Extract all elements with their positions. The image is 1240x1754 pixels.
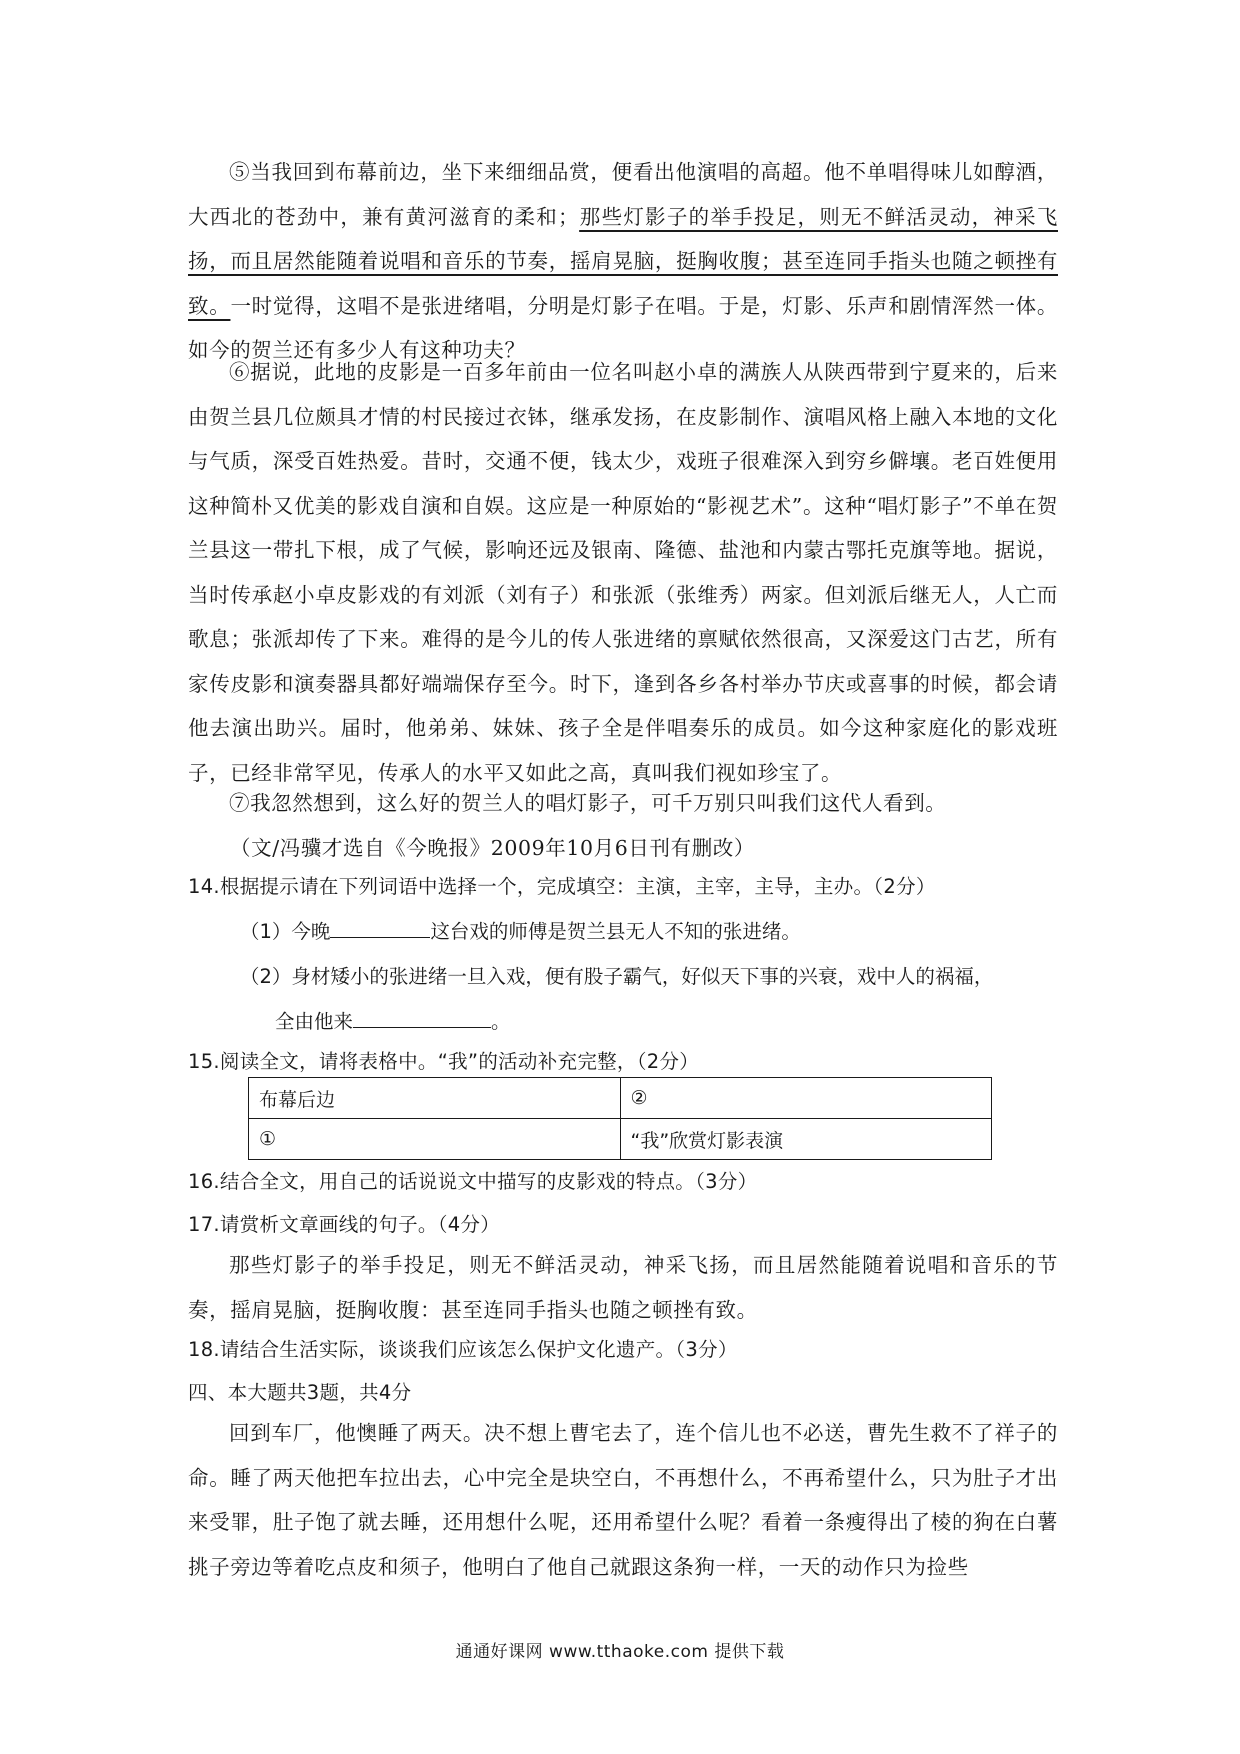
question-18: 18.请结合生活实际，谈谈我们应该怎么保护文化遗产。（3分） bbox=[188, 1338, 738, 1361]
section-4-heading: 四、本大题共3题，共4分 bbox=[188, 1381, 412, 1404]
table-row bbox=[249, 1078, 992, 1119]
underlined-sentence: 那些灯影子的举手投足，则无不鲜活灵动，神采飞扬，而且居然能随着说唱和音乐的节奏，摇肩晃脑，挺胸收腹；甚至连同手指头也随之顿挫有致。 bbox=[188, 204, 1058, 318]
question-14-part-2-cont: 全由他来 。 bbox=[275, 1007, 511, 1037]
paragraph-7: ⑦我忽然想到，这么好的贺兰人的唱灯影子，可千万别只叫我们这代人看到。 bbox=[229, 791, 947, 815]
table-cell: “我”欣赏灯影表演 bbox=[620, 1119, 992, 1160]
table-cell-answer[interactable]: ① bbox=[249, 1119, 621, 1160]
question-16: 16.结合全文，用自己的话说说文中描写的皮影戏的特点。（3分） bbox=[188, 1170, 758, 1193]
paragraph-5 bbox=[188, 150, 1058, 373]
table-row bbox=[249, 1119, 992, 1160]
question-17-quote: 那些灯影子的举手投足，则无不鲜活灵动，神采飞扬，而且居然能随着说唱和音乐的节奏，摇肩晃脑，挺胸收腹：甚至连同手指头也随之顿挫有致。 bbox=[188, 1253, 1058, 1322]
question-15: 15.阅读全文，请将表格中。“我”的活动补充完整，（2分） bbox=[188, 1050, 700, 1073]
question-17: 17.请赏析文章画线的句子。（4分） bbox=[188, 1213, 501, 1236]
activity-table bbox=[248, 1077, 992, 1160]
paragraph-5-end: 一时觉得，这唱不是张进绪唱，分明是灯影子在唱。于是，灯影、乐声和剧情浑然一体。如今的贺兰还有多少人有这种功夫？ bbox=[188, 293, 1058, 362]
table-cell: 布幕后边 bbox=[249, 1078, 621, 1119]
paragraph-5-start: ⑤当我回到布幕前边，坐下来细细品赏，便看出他演唱的高超。他不单唱得味儿如醇酒，大西北的苍劲中，兼有黄河滋育的柔和； bbox=[188, 160, 1058, 229]
table-cell-answer[interactable]: ② bbox=[620, 1078, 992, 1119]
article-source: （文/冯骥才选自《今晚报》2009年10月6日刊有删改） bbox=[230, 836, 756, 860]
question-14-part-2: （2）身材矮小的张进绪一旦入戏，便有股子霸气，好似天下事的兴衰，戏中人的祸福， bbox=[240, 965, 994, 988]
answer-blank-1[interactable] bbox=[330, 917, 430, 938]
page-footer: 通通好课网 www.tthaoke.com 提供下载 bbox=[455, 1642, 785, 1662]
paragraph-6: ⑥据说，此地的皮影是一百多年前由一位名叫赵小卓的满族人从陕西带到宁夏来的，后来由贺兰县几位颇具才情的村民接过衣钵，继承发扬，在皮影制作、演唱风格上融入本地的文化与气质，深受百姓热爱。昔时，交通不便，钱太少，戏班子很难深入到穷乡僻壤。老百姓便用这种简朴又优美的影戏自演和自娱。这应是一种原始的“影视艺术”。这种“唱灯影子”不单在贺兰县这一带扎下根，成了气候，影响还远及银南、隆德、盐池和内蒙古鄂托克旗等地。据说，当时传承赵小卓皮影戏的有刘派（刘有子）和张派（张维秀）两家。但刘派后继无人，人亡而歌息；张派却传了下来。难得的是今儿的传人张进绪的禀赋依然很高，又深爱这门古艺，所有家传皮影和演奏器具都好端端保存至今。时下，逢到各乡各村举办节庆或喜事的时候，都会请他去演出助兴。届时，他弟弟、妹妹、孩子全是伴唱奏乐的成员。如今这种家庭化的影戏班子，已经非常罕见，传承人的水平又如此之高，真叫我们视如珍宝了。 bbox=[188, 360, 1058, 785]
next-passage: 回到车厂，他懊睡了两天。决不想上曹宅去了，连个信儿也不必送，曹先生救不了祥子的命。睡了两天他把车拉出去，心中完全是块空白，不再想什么，不再希望什么，只为肚子才出来受罪，肚子饱了就去睡，还用想什么呢，还用希望什么呢？看着一条瘦得出了棱的狗在白薯挑子旁边等着吃点皮和须子，他明白了他自己就跟这条狗一样，一天的动作只为捡些 bbox=[188, 1421, 1058, 1579]
question-14: 14.根据提示请在下列词语中选择一个，完成填空：主演，主宰，主导，主办。（2分） bbox=[188, 875, 936, 898]
answer-blank-2[interactable] bbox=[353, 1007, 491, 1028]
question-14-part-1: （1）今晚 这台戏的师傅是贺兰县无人不知的张进绪。 bbox=[240, 917, 1060, 947]
